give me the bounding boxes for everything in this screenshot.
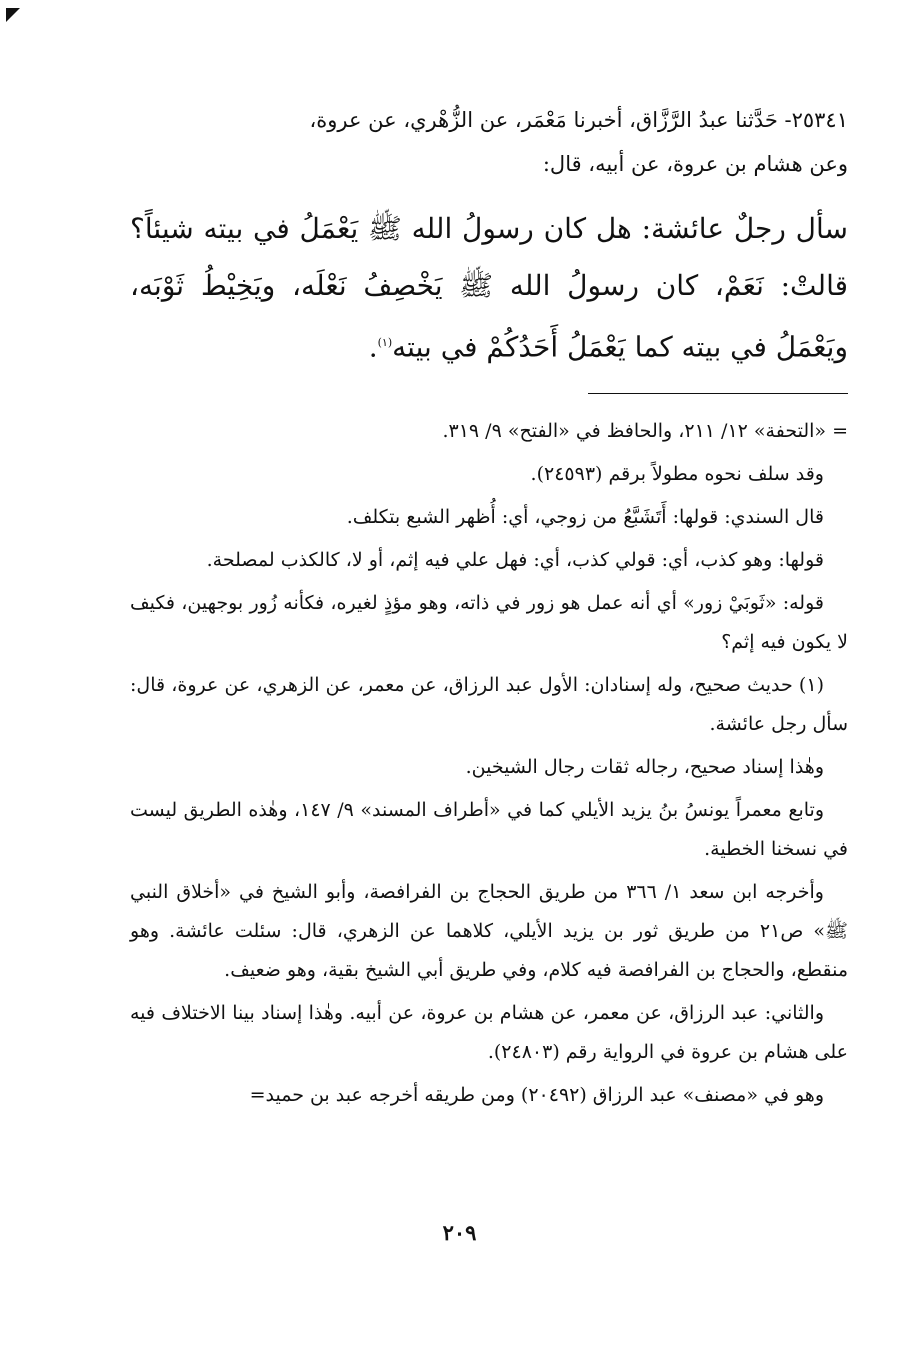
note-8: وتابع معمراً يونسُ بنُ يزيد الأيلي كما في «أطراف المسند» ٩/ ١٤٧، وهٰذه الطريق ليست في نسخنا الخطية.	[130, 799, 848, 861]
isnad-line-1: ٢٥٣٤١- حَدَّثنا عبدُ الرَّزَّاق، أخبرنا مَعْمَر، عن الزُّهْري، عن عروة،	[309, 108, 848, 132]
note-10: والثاني: عبد الرزاق، عن معمر، عن هشام بن عروة، عن أبيه. وهٰذا إسناد بينا الاختلاف فيه على هشام بن عروة في الرواية رقم (٢٤٨٠٣).	[130, 1002, 848, 1064]
footnote-separator	[588, 393, 848, 394]
note-2: وقد سلف نحوه مطولاً برقم (٢٤٥٩٣).	[530, 463, 824, 486]
page-body	[130, 98, 848, 1119]
note-9: وأخرجه ابن سعد ١/ ٣٦٦ من طريق الحجاج بن الفرافصة، وأبو الشيخ في «أخلاق النبي ﷺ» ص٢١ من طريق ثور بن يزيد الأيلي، كلاهما عن الزهري، قال: سئلت عائشة. وهو منقطع، والحجاج بن الفرافصة فيه كلام، وفي طريق أبي الشيخ بقية، وهو ضعيف.	[130, 881, 848, 982]
note-5: قوله: «ثَوبَيْ زور» أي أنه عمل هو زور في ذاته، وهو مؤذٍ لغيره، فكأنه زُور بوجهين، فكيف لا يكون فيه إثم؟	[130, 592, 848, 654]
hadith-matn: سأل رجلٌ عائشة: هل كان رسولُ الله ﷺ يَعْمَلُ في بيته شيئاً؟ قالتْ: نَعَمْ، كان رسولُ الله ﷺ يَخْصِفُ نَعْلَه، ويَخِيْطُ ثَوْبَه، ويَعْمَلُ في بيته كما يَعْمَلُ أَحَدُكُمْ في بيته$^{(١)}$.	[130, 212, 848, 364]
note-7: وهٰذا إسناد صحيح، رجاله ثقات رجال الشيخين.	[465, 756, 824, 779]
note-4: قولها: وهو كذب، أي: قولي كذب، أي: فهل علي فيه إثم، أو لا، كالكذب لمصلحة.	[206, 549, 824, 572]
corner-mark	[6, 8, 20, 22]
page-number: ٢٠٩	[442, 1220, 477, 1245]
note-3: قال السندي: قولها: أَتَشَبَّعُ من زوجي، أي: أُظهر الشبع بتكلف.	[346, 506, 824, 529]
isnad-line-2: وعن هشام بن عروة، عن أبيه، قال:	[542, 152, 848, 176]
note-6: (١) حديث صحيح، وله إسنادان: الأول عبد الرزاق، عن معمر، عن الزهري، عن عروة، قال: سأل رجل عائشة.	[130, 674, 848, 736]
note-1: = «التحفة» ١٢/ ٢١١، والحافظ في «الفتح» ٩/ ٣١٩.	[442, 420, 848, 443]
matn-text: سأل رجلٌ عائشة: هل كان رسولُ الله ﷺ يَعْمَلُ في بيته شيئاً؟ قالتْ: نَعَمْ، كان رسولُ الله ﷺ يَخْصِفُ نَعْلَه، ويَخِيْطُ ثَوْبَه، ويَعْمَلُ في بيته كما يَعْمَلُ أَحَدُكُمْ في بيته	[130, 212, 848, 364]
note-11: وهو في «مصنف» عبد الرزاق (٢٠٤٩٢) ومن طريقه أخرجه عبد بن حميد=	[249, 1084, 824, 1107]
footnotes	[130, 412, 848, 1115]
hadith-isnad	[130, 98, 848, 186]
footnote-marker: (١)	[377, 336, 393, 349]
